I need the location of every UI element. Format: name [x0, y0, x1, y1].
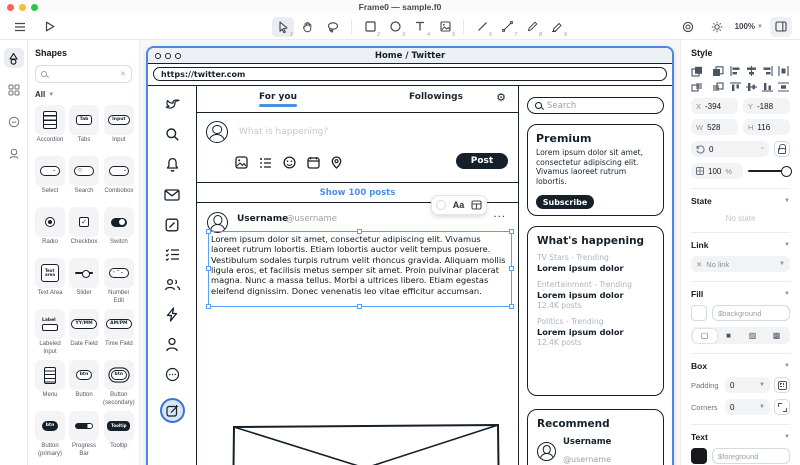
- align-left-icon[interactable]: [730, 66, 742, 76]
- padding-select[interactable]: 0 ▼: [725, 377, 770, 393]
- selection-handle[interactable]: [509, 304, 514, 309]
- gear-icon[interactable]: ⚙: [496, 91, 506, 104]
- text-format-toolbar[interactable]: [431, 195, 487, 215]
- bolt-icon[interactable]: [164, 306, 181, 323]
- post-button[interactable]: Post: [456, 153, 508, 169]
- distribute-vertical-icon[interactable]: [778, 82, 790, 92]
- padding-label: Padding: [691, 380, 719, 390]
- fill-color-swatch[interactable]: [691, 305, 707, 321]
- shape-item-menu[interactable]: Menu: [35, 360, 65, 406]
- opacity-icon: [696, 167, 704, 175]
- shape-item-search[interactable]: ○ Search: [69, 156, 99, 202]
- composer-icons: [235, 156, 342, 169]
- messages-envelope-icon[interactable]: [164, 186, 181, 203]
- recommend-card[interactable]: [527, 409, 664, 465]
- chevron-icon[interactable]: ▼: [784, 242, 790, 248]
- profile-icon[interactable]: [164, 336, 181, 353]
- distribute-horizontal-icon[interactable]: [778, 66, 790, 76]
- emoji-icon[interactable]: [283, 156, 296, 169]
- compose-post-button[interactable]: [160, 398, 185, 423]
- subscribe-button[interactable]: Subscribe: [536, 195, 594, 209]
- titlebar: [0, 0, 800, 14]
- fill-none-option[interactable]: ▢: [693, 329, 717, 343]
- shape-item-radio[interactable]: Radio: [35, 207, 65, 253]
- lists-icon[interactable]: [164, 246, 181, 263]
- width-input[interactable]: W 528: [691, 119, 738, 135]
- shape-item-button[interactable]: btn Button: [69, 360, 99, 406]
- canvas[interactable]: [140, 40, 680, 465]
- align-center-horizontal-icon[interactable]: [746, 66, 758, 76]
- state-empty-label: No state: [725, 214, 756, 223]
- shapes-panel: [28, 40, 140, 465]
- box-section-title: Box: [691, 361, 708, 371]
- shape-item-time-field[interactable]: AM/PM Time Field: [103, 309, 135, 355]
- avatar: [537, 442, 556, 461]
- shape-item-text-area[interactable]: Text area Text Area: [35, 258, 65, 304]
- post-username: Username: [237, 214, 289, 224]
- media-image-icon[interactable]: [235, 156, 248, 169]
- premium-title: Premium: [536, 132, 592, 145]
- text-variable-input[interactable]: $foreground: [712, 448, 790, 464]
- shape-item-checkbox[interactable]: ✓ Checkbox: [69, 207, 99, 253]
- chevron-icon[interactable]: ▼: [784, 434, 790, 440]
- mock-nav-rail: [148, 86, 197, 465]
- send-to-back-icon[interactable]: [712, 82, 724, 92]
- mock-right-sidebar: [519, 86, 672, 465]
- window-title: Frame0 — sample.f0: [358, 2, 442, 12]
- rectangle-tool[interactable]: 2: [359, 17, 381, 37]
- style-panel: [680, 40, 800, 465]
- fill-style-segmented: [691, 327, 790, 344]
- search-icon: [535, 102, 542, 109]
- selection-handle[interactable]: [206, 304, 211, 309]
- twitter-bird-icon[interactable]: [164, 96, 181, 113]
- chevron-icon[interactable]: ▼: [784, 363, 790, 369]
- menu-icon[interactable]: [9, 17, 31, 37]
- text-color-swatch[interactable]: [691, 448, 707, 464]
- present-icon[interactable]: [39, 17, 61, 37]
- trend-item[interactable]: Entertainment - Trending Lorem ipsum dolor 12.4K posts: [537, 280, 632, 310]
- no-link-icon: ✕: [696, 259, 703, 269]
- lasso-tool[interactable]: [322, 17, 344, 37]
- emoji-panel-icon[interactable]: [4, 112, 24, 132]
- shape-item-number-edit[interactable]: ‹ ⌃⌄ Number Edit: [103, 258, 135, 304]
- mock-feed-tabs: [197, 86, 518, 113]
- selection-handle[interactable]: [509, 229, 514, 234]
- corners-detail-button[interactable]: [774, 399, 790, 415]
- image-placeholder[interactable]: [231, 423, 501, 465]
- fill-grid-option[interactable]: ▩: [772, 331, 781, 340]
- shape-item-tabs[interactable]: Tab Tabs: [69, 105, 99, 151]
- height-input[interactable]: H 116: [743, 119, 790, 135]
- mock-composer: [197, 113, 518, 183]
- shapes-search-input[interactable]: [35, 65, 132, 83]
- shape-item-tooltip[interactable]: Tooltip Tooltip: [103, 411, 135, 457]
- tab-for-you[interactable]: For you: [259, 92, 297, 107]
- mock-window-header[interactable]: [148, 48, 672, 64]
- more-circle-icon[interactable]: [164, 366, 181, 383]
- mock-feed: [197, 86, 519, 465]
- zoom-level: 100%: [734, 22, 756, 31]
- tab-followings[interactable]: Followings: [409, 92, 463, 102]
- corners-label: Corners: [691, 402, 718, 412]
- search-icon: [41, 71, 47, 77]
- chevron-down-icon: ▼: [779, 261, 785, 267]
- recommend-title: Recommend: [537, 418, 610, 430]
- premium-card[interactable]: [527, 124, 664, 216]
- shape-item-accordion[interactable]: Accordion: [35, 105, 65, 151]
- opacity-input[interactable]: 100 %: [691, 163, 743, 179]
- padding-icon: [778, 381, 787, 390]
- left-icon-strip: [0, 40, 28, 465]
- shape-item-input[interactable]: Input Input: [103, 105, 135, 151]
- recommend-user[interactable]: Username @username: [537, 437, 654, 465]
- select-tool[interactable]: 1: [272, 17, 294, 37]
- communities-icon[interactable]: [164, 276, 181, 293]
- search-placeholder: Search: [547, 100, 577, 111]
- bring-to-front-icon[interactable]: [691, 82, 703, 92]
- schedule-icon[interactable]: [307, 156, 320, 169]
- image-tool[interactable]: 5: [434, 17, 456, 37]
- shapes-panel-title: Shapes: [35, 48, 68, 58]
- whats-happening-card[interactable]: [527, 226, 664, 396]
- font-style-button[interactable]: Aa: [452, 200, 465, 210]
- lock-button[interactable]: [774, 141, 790, 157]
- shapes-filter-dropdown[interactable]: All ▼: [35, 90, 55, 99]
- send-backward-icon[interactable]: [712, 66, 724, 76]
- chevron-icon[interactable]: ▼: [784, 291, 790, 297]
- mock-window-title: Home / Twitter: [374, 50, 446, 61]
- state-section-title: State: [691, 196, 712, 206]
- link-section-title: Link: [691, 240, 709, 250]
- mock-url-bar[interactable]: https://twitter.com: [153, 67, 667, 81]
- trend-item[interactable]: TV Stars - Trending Lorem ipsum dolor: [537, 253, 624, 273]
- chevron-down-icon: ▼: [759, 382, 765, 388]
- brightness-icon[interactable]: [706, 17, 728, 37]
- padding-detail-button[interactable]: [774, 377, 790, 393]
- fill-section-title: Fill: [691, 289, 704, 299]
- theme-icon[interactable]: [677, 17, 699, 37]
- text-options-icon[interactable]: [471, 200, 482, 210]
- hand-tool[interactable]: [297, 17, 319, 37]
- align-top-icon[interactable]: [730, 82, 742, 92]
- mock-search-box[interactable]: [527, 97, 664, 114]
- trend-item[interactable]: Politics - Trending Lorem ipsum dolor 12.4K posts: [537, 317, 624, 347]
- shape-item-date-field[interactable]: YY/MM Date Field: [69, 309, 99, 355]
- show-posts-link[interactable]: Show 100 posts: [197, 183, 518, 203]
- zoom-control[interactable]: [735, 22, 763, 31]
- poll-icon[interactable]: [259, 157, 272, 169]
- bring-forward-icon[interactable]: [691, 66, 703, 76]
- fill-variable-input[interactable]: $background: [712, 305, 790, 321]
- shape-item-button-primary[interactable]: btn Button (primary): [35, 411, 65, 457]
- chevron-down-icon: ▼: [757, 23, 763, 30]
- align-middle-vertical-icon[interactable]: [746, 82, 758, 92]
- corners-icon: [778, 403, 787, 412]
- main-toolbar: [0, 14, 800, 40]
- templates-panel-icon[interactable]: [4, 80, 24, 100]
- selection-handle[interactable]: [509, 266, 514, 271]
- avatar[interactable]: [206, 121, 228, 143]
- fill-hatch-option[interactable]: ▨: [748, 331, 757, 340]
- clear-search-icon[interactable]: ✕: [120, 71, 126, 78]
- premium-body: Lorem ipsum dolor sit amet, consectetur adipiscing elit. Vivamus laoreet rutrum lobortis.: [536, 148, 644, 186]
- shape-item-combobox[interactable]: ⌄ Combobox: [103, 156, 135, 202]
- shape-item-select[interactable]: ⌄ Select: [35, 156, 65, 202]
- chevron-down-icon: ▼: [759, 404, 765, 410]
- rotate-icon: [696, 145, 705, 154]
- composer-placeholder[interactable]: What is happening?: [239, 127, 329, 137]
- chevron-down-icon: ▼: [48, 91, 55, 98]
- y-position-input[interactable]: Y -188: [743, 98, 790, 114]
- search-icon[interactable]: [164, 126, 181, 143]
- line-tool[interactable]: 6: [471, 17, 493, 37]
- shape-item-progress-bar[interactable]: Progress Bar: [69, 411, 99, 457]
- whats-happening-title: What's happening: [537, 235, 645, 247]
- x-position-input[interactable]: X -394: [691, 98, 738, 114]
- frame-browser-window[interactable]: [146, 46, 674, 465]
- chevron-icon[interactable]: ▼: [784, 198, 790, 204]
- text-color-swatch[interactable]: [436, 200, 446, 210]
- selection-handle[interactable]: [357, 304, 362, 309]
- shape-item-switch[interactable]: Switch: [103, 207, 135, 253]
- link-select[interactable]: ✕ No link ▼: [691, 256, 790, 272]
- align-bottom-icon[interactable]: [762, 82, 774, 92]
- shapes-panel-icon[interactable]: [4, 48, 24, 68]
- drafts-icon[interactable]: [164, 216, 181, 233]
- more-options-icon[interactable]: ...: [493, 209, 506, 220]
- fill-solid-option[interactable]: ■: [726, 331, 731, 340]
- highlighter-tool[interactable]: 9: [546, 17, 568, 37]
- post-handle: @username: [286, 214, 337, 224]
- corners-select[interactable]: 0 ▼: [725, 399, 770, 415]
- shapes-grid: [35, 105, 135, 457]
- text-tool[interactable]: 4: [409, 17, 431, 37]
- shape-item-labeled-input[interactable]: Label Labeled Input: [35, 309, 65, 355]
- lock-icon: [778, 148, 786, 154]
- text-section-title: Text: [691, 432, 708, 442]
- notifications-bell-icon[interactable]: [164, 156, 181, 173]
- opacity-slider[interactable]: [748, 170, 790, 172]
- shape-item-slider[interactable]: Slider: [69, 258, 99, 304]
- align-right-icon[interactable]: [762, 66, 774, 76]
- shape-item-button-secondary[interactable]: btn Button (secondary): [103, 360, 135, 406]
- style-panel-title: Style: [691, 48, 713, 58]
- icons-panel-icon[interactable]: [4, 144, 24, 164]
- pen-tool[interactable]: 8: [521, 17, 543, 37]
- post-body-text[interactable]: Lorem ipsum dolor sit amet, consectetur adipiscing elit. Vivamus laoreet rutrum lobortis. Etiam lobortis auctor velit tempus posuere. Vestibulum sodales turpis rutrum velit rhoncus gravida. Aliquam mollis ligula eros, et facilisis metus semper sit amet. Proin pulvinar placerat magna. Nunc a massa tellus. Morbi a ultrices libero. Etiam egestas eleifend dignissim. Donec venenatis leo vitae efficitur accumsan.: [211, 234, 506, 296]
- panel-toggle-icon[interactable]: [770, 17, 792, 37]
- rotation-input[interactable]: 0 °: [691, 141, 769, 157]
- connector-tool[interactable]: 7: [496, 17, 518, 37]
- location-pin-icon[interactable]: [331, 156, 342, 169]
- ellipse-tool[interactable]: 3: [384, 17, 406, 37]
